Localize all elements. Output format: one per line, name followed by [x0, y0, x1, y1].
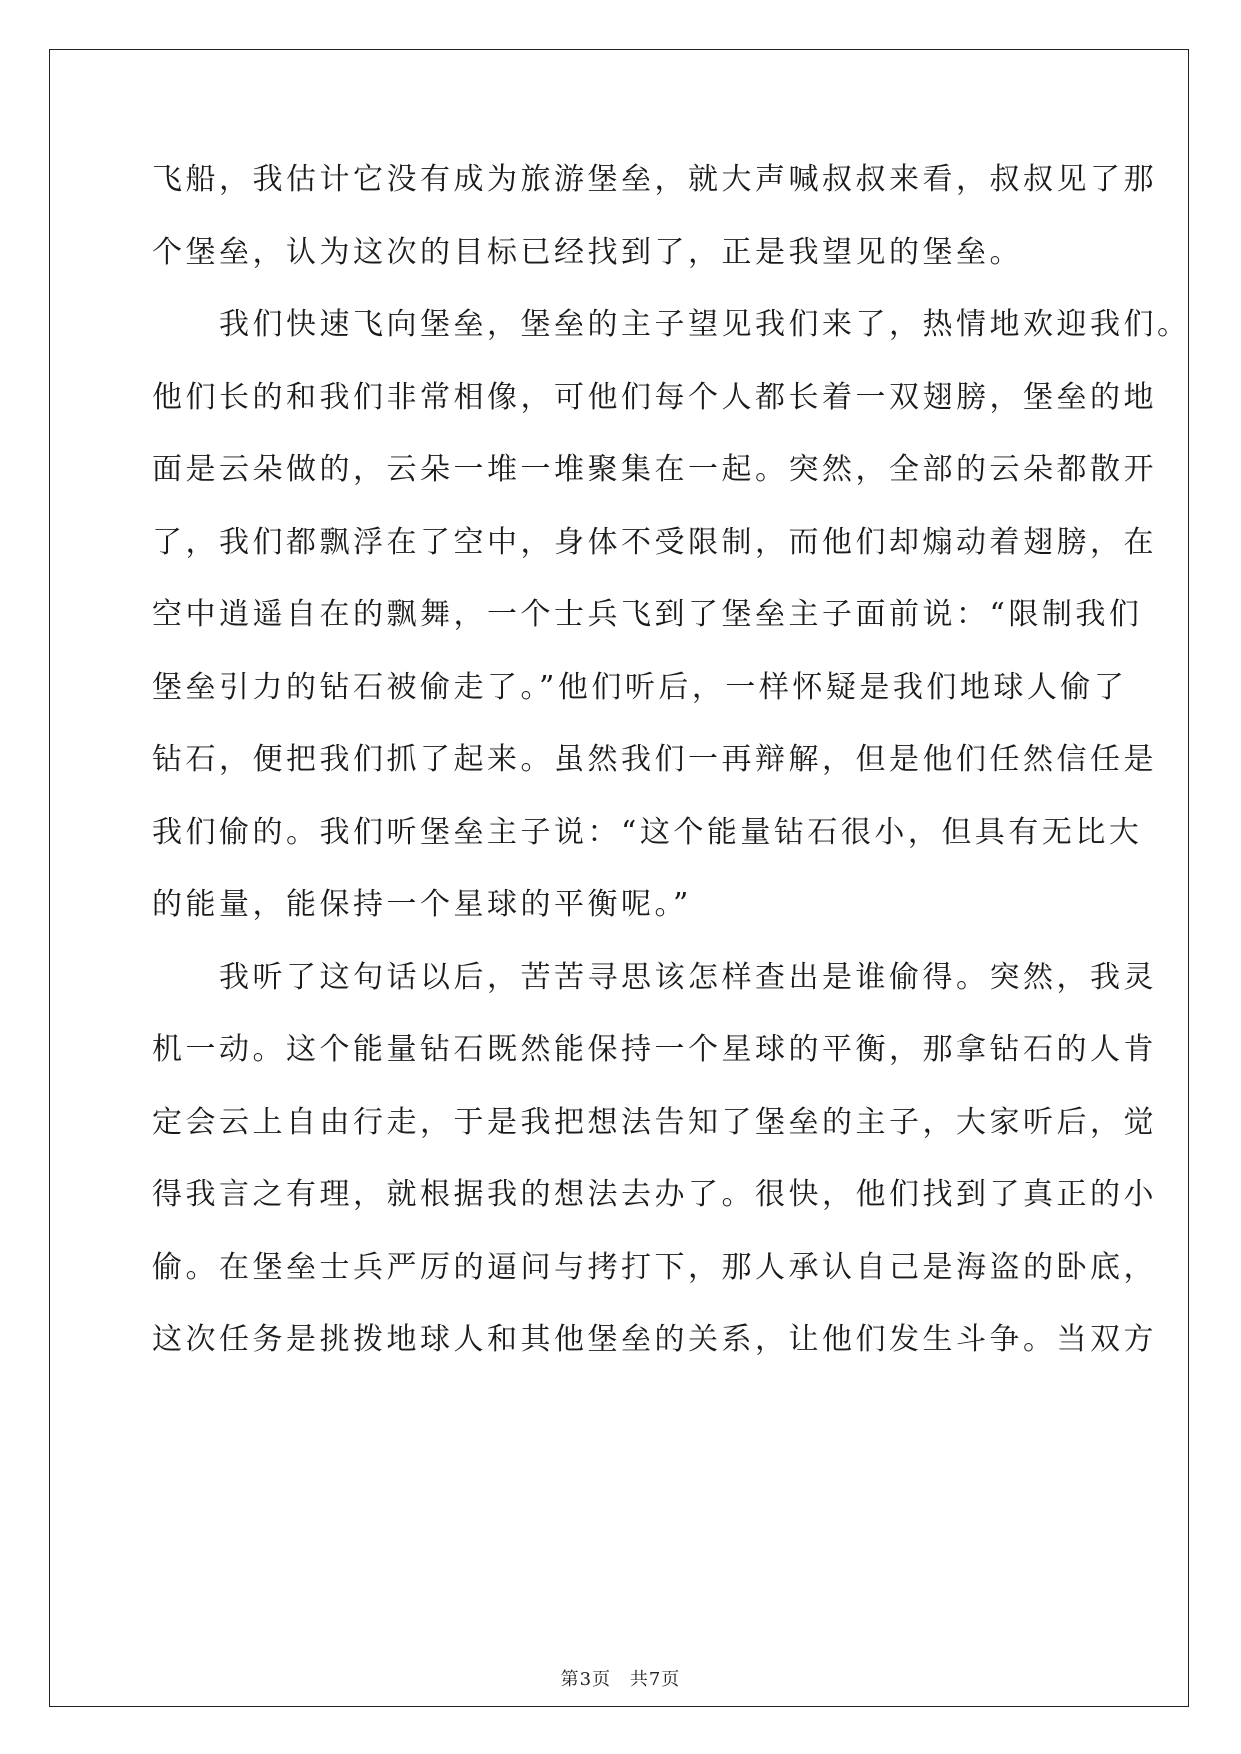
- text-line: 面是云朵做的，云朵一堆一堆聚集在一起。突然，全部的云朵都散开: [152, 452, 1157, 487]
- page-number: 第3页: [560, 1669, 612, 1690]
- text-line: 定会云上自由行走，于是我把想法告知了堡垒的主子，大家听后，觉: [152, 1105, 1157, 1140]
- text-line: 个堡垒，认为这次的目标已经找到了，正是我望见的堡垒。: [152, 235, 1023, 270]
- text-line: 他们长的和我们非常相像，可他们每个人都长着一双翅膀，堡垒的地: [152, 380, 1157, 415]
- page-border: [49, 49, 1189, 1707]
- text-line: 我们快速飞向堡垒，堡垒的主子望见我们来了，热情地欢迎我们。: [152, 307, 1191, 342]
- page-footer: [0, 1665, 1241, 1691]
- text-line: 这次任务是挑拨地球人和其他堡垒的关系，让他们发生斗争。当双方: [152, 1322, 1157, 1357]
- text-line: 机一动。这个能量钻石既然能保持一个星球的平衡，那拿钻石的人肯: [152, 1032, 1157, 1067]
- text-line: 我听了这句话以后，苦苦寻思该怎样查出是谁偷得。突然，我灵: [152, 960, 1157, 995]
- text-line: 的能量，能保持一个星球的平衡呢。”: [152, 887, 692, 922]
- text-line: 空中逍遥自在的飘舞，一个士兵飞到了堡垒主子面前说：“限制我们: [152, 597, 1143, 632]
- text-line: 了，我们都飘浮在了空中，身体不受限制，而他们却煽动着翅膀，在: [152, 525, 1157, 560]
- text-line: 钻石，便把我们抓了起来。虽然我们一再辩解，但是他们任然信任是: [152, 742, 1157, 777]
- text-line: 我们偷的。我们听堡垒主子说：“这个能量钻石很小，但具有无比大: [152, 815, 1143, 850]
- text-line: 飞船，我估计它没有成为旅游堡垒，就大声喊叔叔来看，叔叔见了那: [152, 162, 1157, 197]
- text-line: 堡垒引力的钻石被偷走了。”他们听后，一样怀疑是我们地球人偷了: [152, 670, 1128, 705]
- text-line: 得我言之有理，就根据我的想法去办了。很快，他们找到了真正的小: [152, 1177, 1157, 1212]
- text-line: 偷。在堡垒士兵严厉的逼问与拷打下，那人承认自己是海盗的卧底，: [152, 1250, 1157, 1285]
- page-total: 共7页: [629, 1669, 681, 1690]
